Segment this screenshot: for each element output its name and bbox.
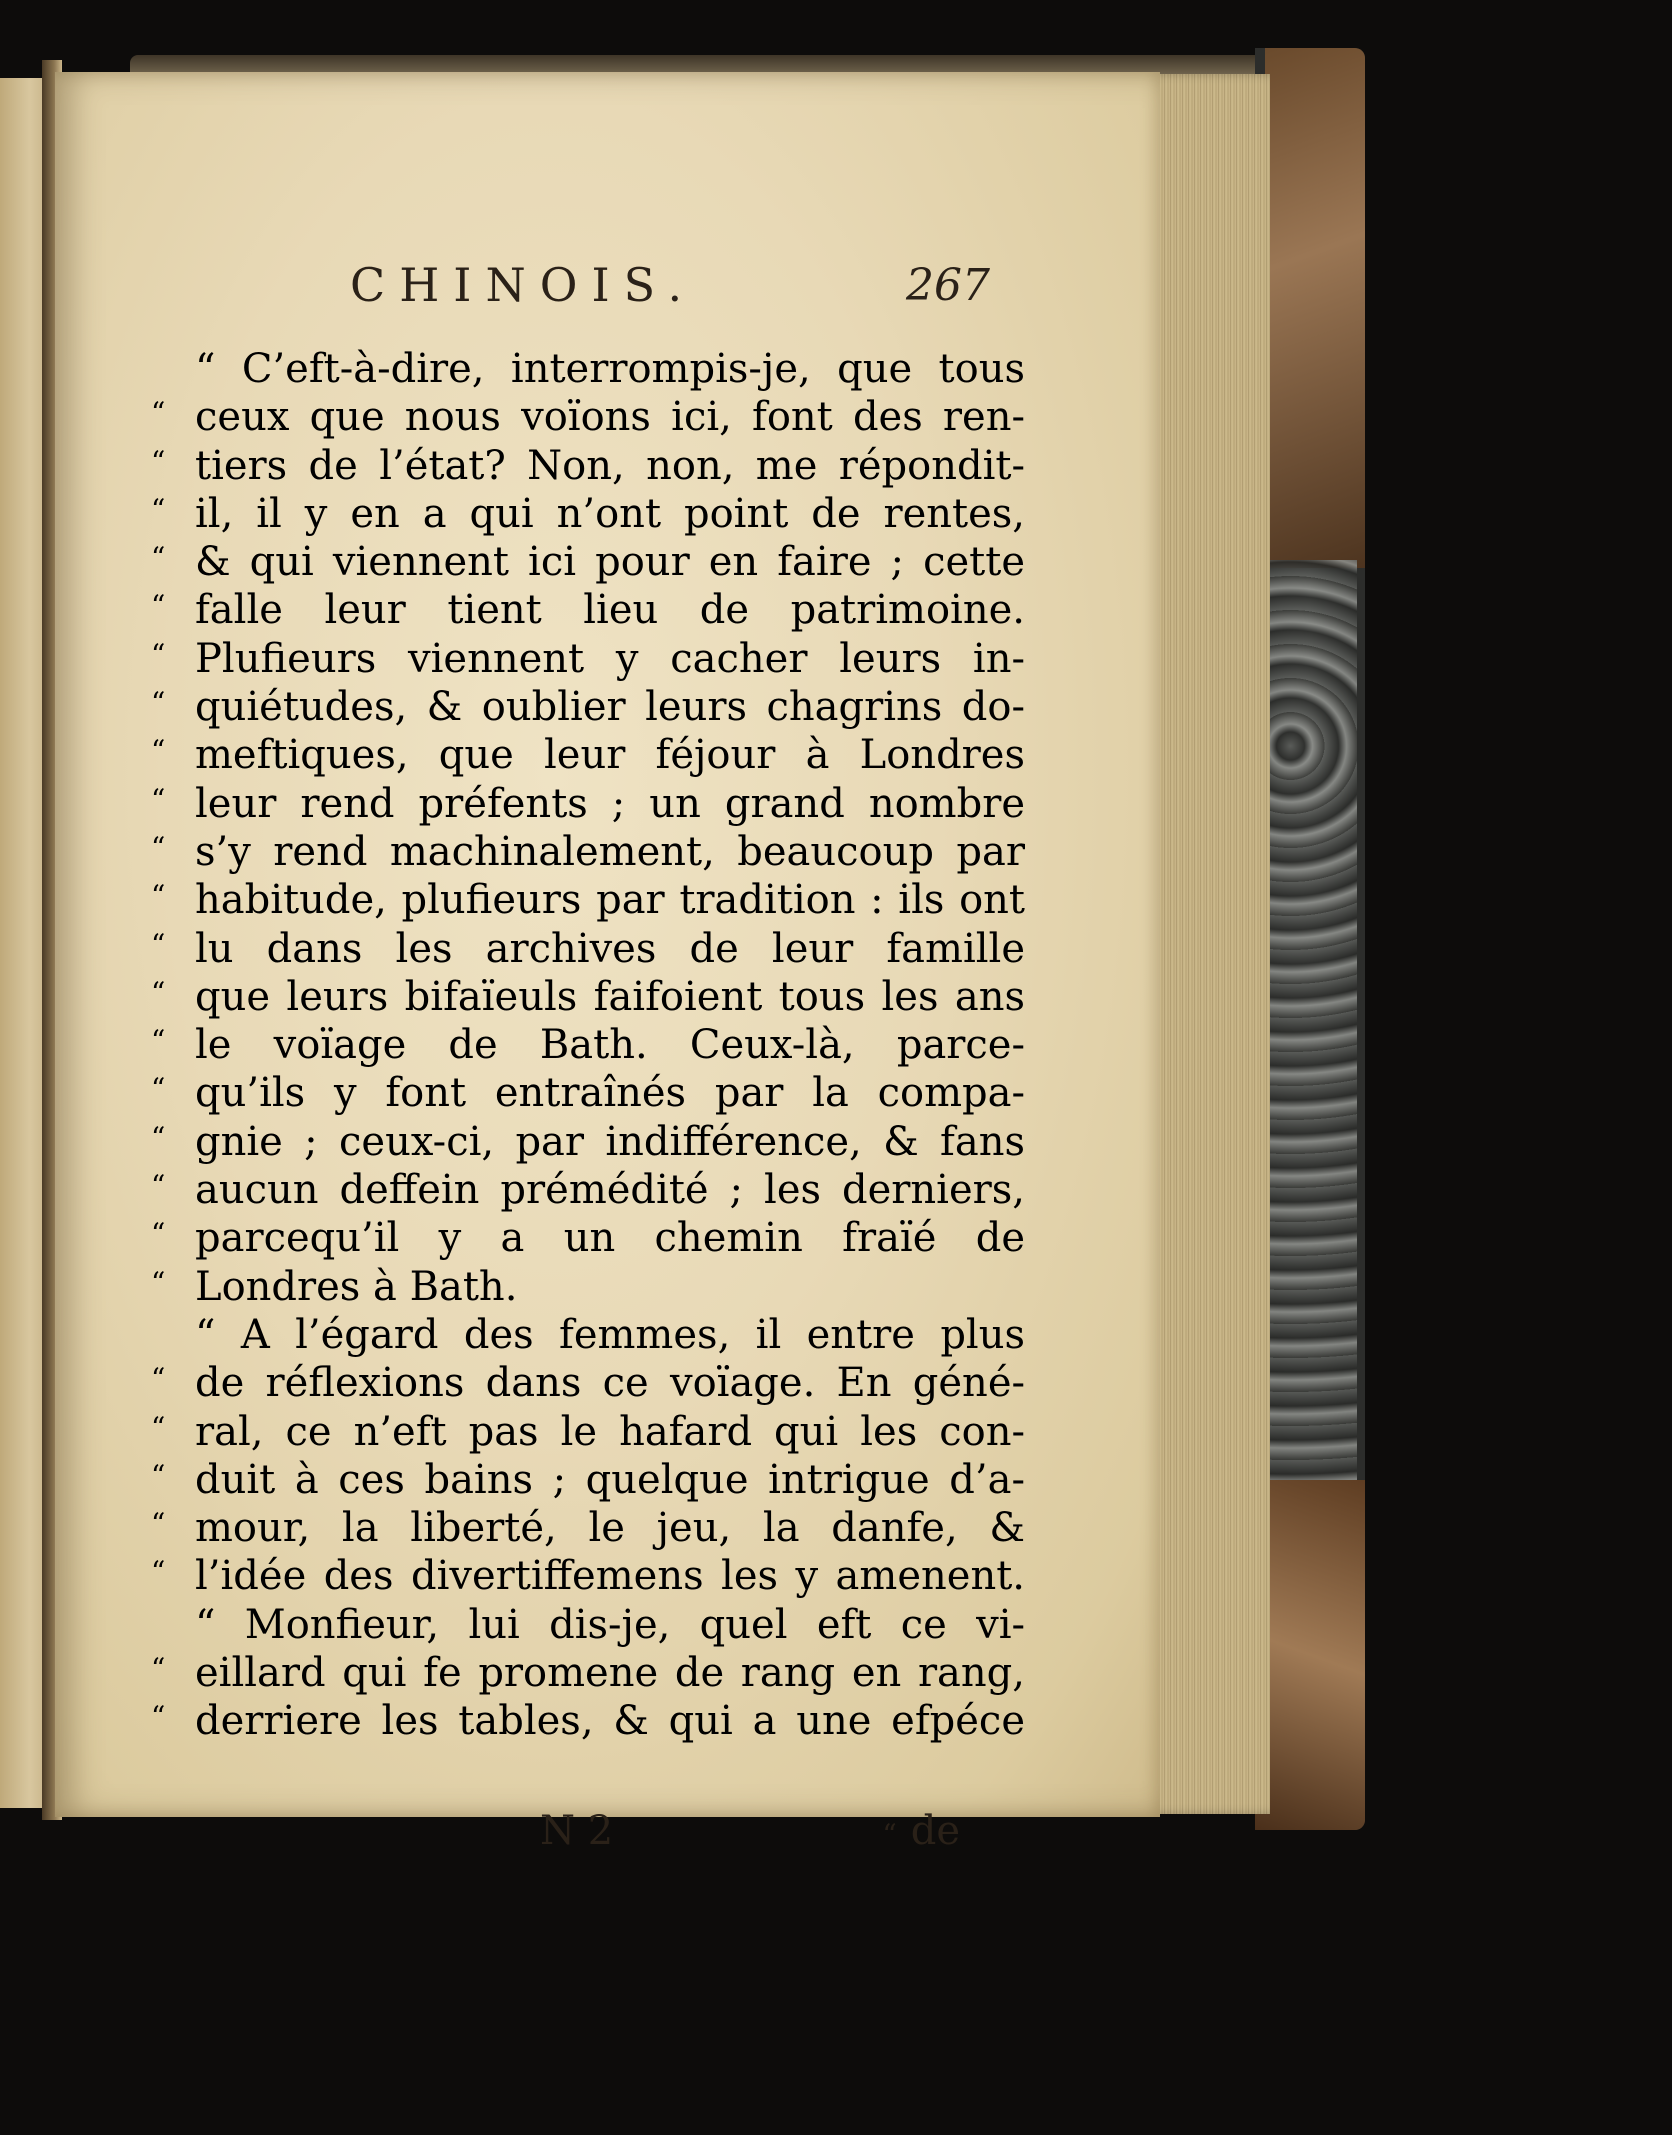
text-line (151, 1649, 1025, 1697)
line-text: falle leur tient lieu de patrimoine. (195, 587, 1025, 634)
text-line (151, 586, 1025, 634)
margin-quote: “ (151, 1555, 166, 1589)
margin-quote: “ (151, 734, 166, 768)
text-line (151, 1118, 1025, 1166)
margin-quote: “ (151, 1458, 166, 1492)
text-line (151, 635, 1025, 683)
line-text: “ Monfieur, lui dis-je, quel eft ce vi- (195, 1601, 1025, 1648)
catchword-quote: “ (882, 1818, 897, 1851)
margin-quote: “ (151, 1024, 166, 1058)
margin-quote: “ (151, 975, 166, 1009)
text-line (151, 1456, 1025, 1504)
margin-quote: “ (151, 686, 166, 720)
margin-quote: “ (151, 879, 166, 913)
line-text: de réflexions dans ce voïage. En géné- (195, 1360, 1025, 1407)
line-text: ral, ce n’eft pas le hafard qui les con- (195, 1408, 1025, 1455)
margin-quote: “ (151, 1700, 166, 1734)
text-line (151, 538, 1025, 586)
text-line (151, 1166, 1025, 1214)
line-text: aucun deffein prémédité ; les derniers, (195, 1167, 1025, 1214)
line-text: s’y rend machinalement, beaucoup par (195, 828, 1025, 875)
line-text: qu’ils y font entraînés par la compa- (195, 1070, 1025, 1117)
margin-quote: “ (151, 927, 166, 961)
text-line (151, 973, 1025, 1021)
text-line (151, 442, 1025, 490)
line-text: l’idée des divertiffemens les y amenent. (195, 1553, 1025, 1600)
text-line (151, 1552, 1025, 1600)
line-text: “ A l’égard des femmes, il entre plus (195, 1311, 1025, 1358)
line-text: lu dans les archives de leur famille (195, 925, 1025, 972)
text-line (151, 490, 1025, 538)
text-line (151, 1021, 1025, 1069)
running-head: CHINOIS. (350, 258, 697, 312)
text-line (151, 683, 1025, 731)
margin-quote: “ (151, 1265, 166, 1299)
text-line (151, 828, 1025, 876)
margin-quote: “ (151, 589, 166, 623)
text-line (151, 1214, 1025, 1262)
text-line (151, 393, 1025, 441)
margin-quote: “ (151, 1362, 166, 1396)
line-text: gnie ; ceux-ci, par indifférence, & fans (195, 1118, 1025, 1165)
leather-corner-bottom (1255, 1480, 1365, 1830)
margin-quote: “ (151, 1217, 166, 1251)
text-line (151, 780, 1025, 828)
line-text: parcequ’il y a un chemin fraïé de (195, 1215, 1025, 1262)
line-text: eillard qui fe promene de rang en rang, (195, 1650, 1025, 1697)
margin-quote: “ (151, 1169, 166, 1203)
text-line (151, 1504, 1025, 1552)
catchword-text: de (910, 1808, 960, 1854)
text-line (151, 876, 1025, 924)
text-line (151, 1408, 1025, 1456)
line-text: Plufieurs viennent y cacher leurs in- (195, 635, 1025, 682)
line-text: habitude, plufieurs par tradition : ils ont (195, 877, 1025, 924)
body-text (151, 345, 1025, 1746)
text-line (151, 1697, 1025, 1745)
margin-quote: “ (151, 782, 166, 816)
page-header (350, 258, 990, 328)
text-line (151, 1263, 1025, 1311)
line-text: il, il y en a qui n’ont point de rentes, (195, 490, 1025, 537)
line-text: quiétudes, & oublier leurs chagrins do- (195, 684, 1025, 731)
text-line (195, 1601, 1025, 1649)
line-text: Londres à Bath. (195, 1263, 518, 1310)
line-text: leur rend préfents ; un grand nombre (195, 780, 1025, 827)
marbled-paper (1262, 560, 1357, 1490)
margin-quote: “ (151, 1652, 166, 1686)
signature-mark: N 2 (540, 1808, 614, 1854)
line-text: tiers de l’état? Non, non, me répondit- (195, 442, 1025, 489)
line-text: duit à ces bains ; quelque intrigue d’a- (195, 1456, 1025, 1503)
margin-quote: “ (151, 1507, 166, 1541)
page-footer (540, 1808, 960, 1858)
line-text: “ C’eft-à-dire, interrompis-je, que tous (195, 346, 1025, 392)
text-line (151, 1359, 1025, 1407)
text-line (195, 345, 1025, 393)
line-text: & qui viennent ici pour en faire ; cette (195, 539, 1025, 586)
margin-quote: “ (151, 444, 166, 478)
page-number: 267 (906, 260, 990, 311)
margin-quote: “ (151, 1410, 166, 1444)
margin-quote: “ (151, 492, 166, 526)
margin-quote: “ (151, 637, 166, 671)
line-text: ceux que nous voïons ici, font des ren- (195, 394, 1025, 441)
catchword (882, 1808, 960, 1854)
line-text: le voïage de Bath. Ceux-là, parce- (195, 1022, 1025, 1069)
margin-quote: “ (151, 830, 166, 864)
text-line (151, 731, 1025, 779)
line-text: meftiques, que leur féjour à Londres (195, 732, 1025, 779)
line-text: derriere les tables, & qui a une efpéce (195, 1698, 1025, 1745)
text-line (151, 925, 1025, 973)
line-text: mour, la liberté, le jeu, la danfe, & (195, 1505, 1025, 1552)
text-line (195, 1311, 1025, 1359)
margin-quote: “ (151, 541, 166, 575)
leather-corner-top (1265, 48, 1365, 568)
margin-quote: “ (151, 1120, 166, 1154)
line-text: que leurs bifaïeuls faifoient tous les ans (195, 973, 1025, 1020)
margin-quote: “ (151, 396, 166, 430)
margin-quote: “ (151, 1072, 166, 1106)
text-line (151, 1069, 1025, 1117)
